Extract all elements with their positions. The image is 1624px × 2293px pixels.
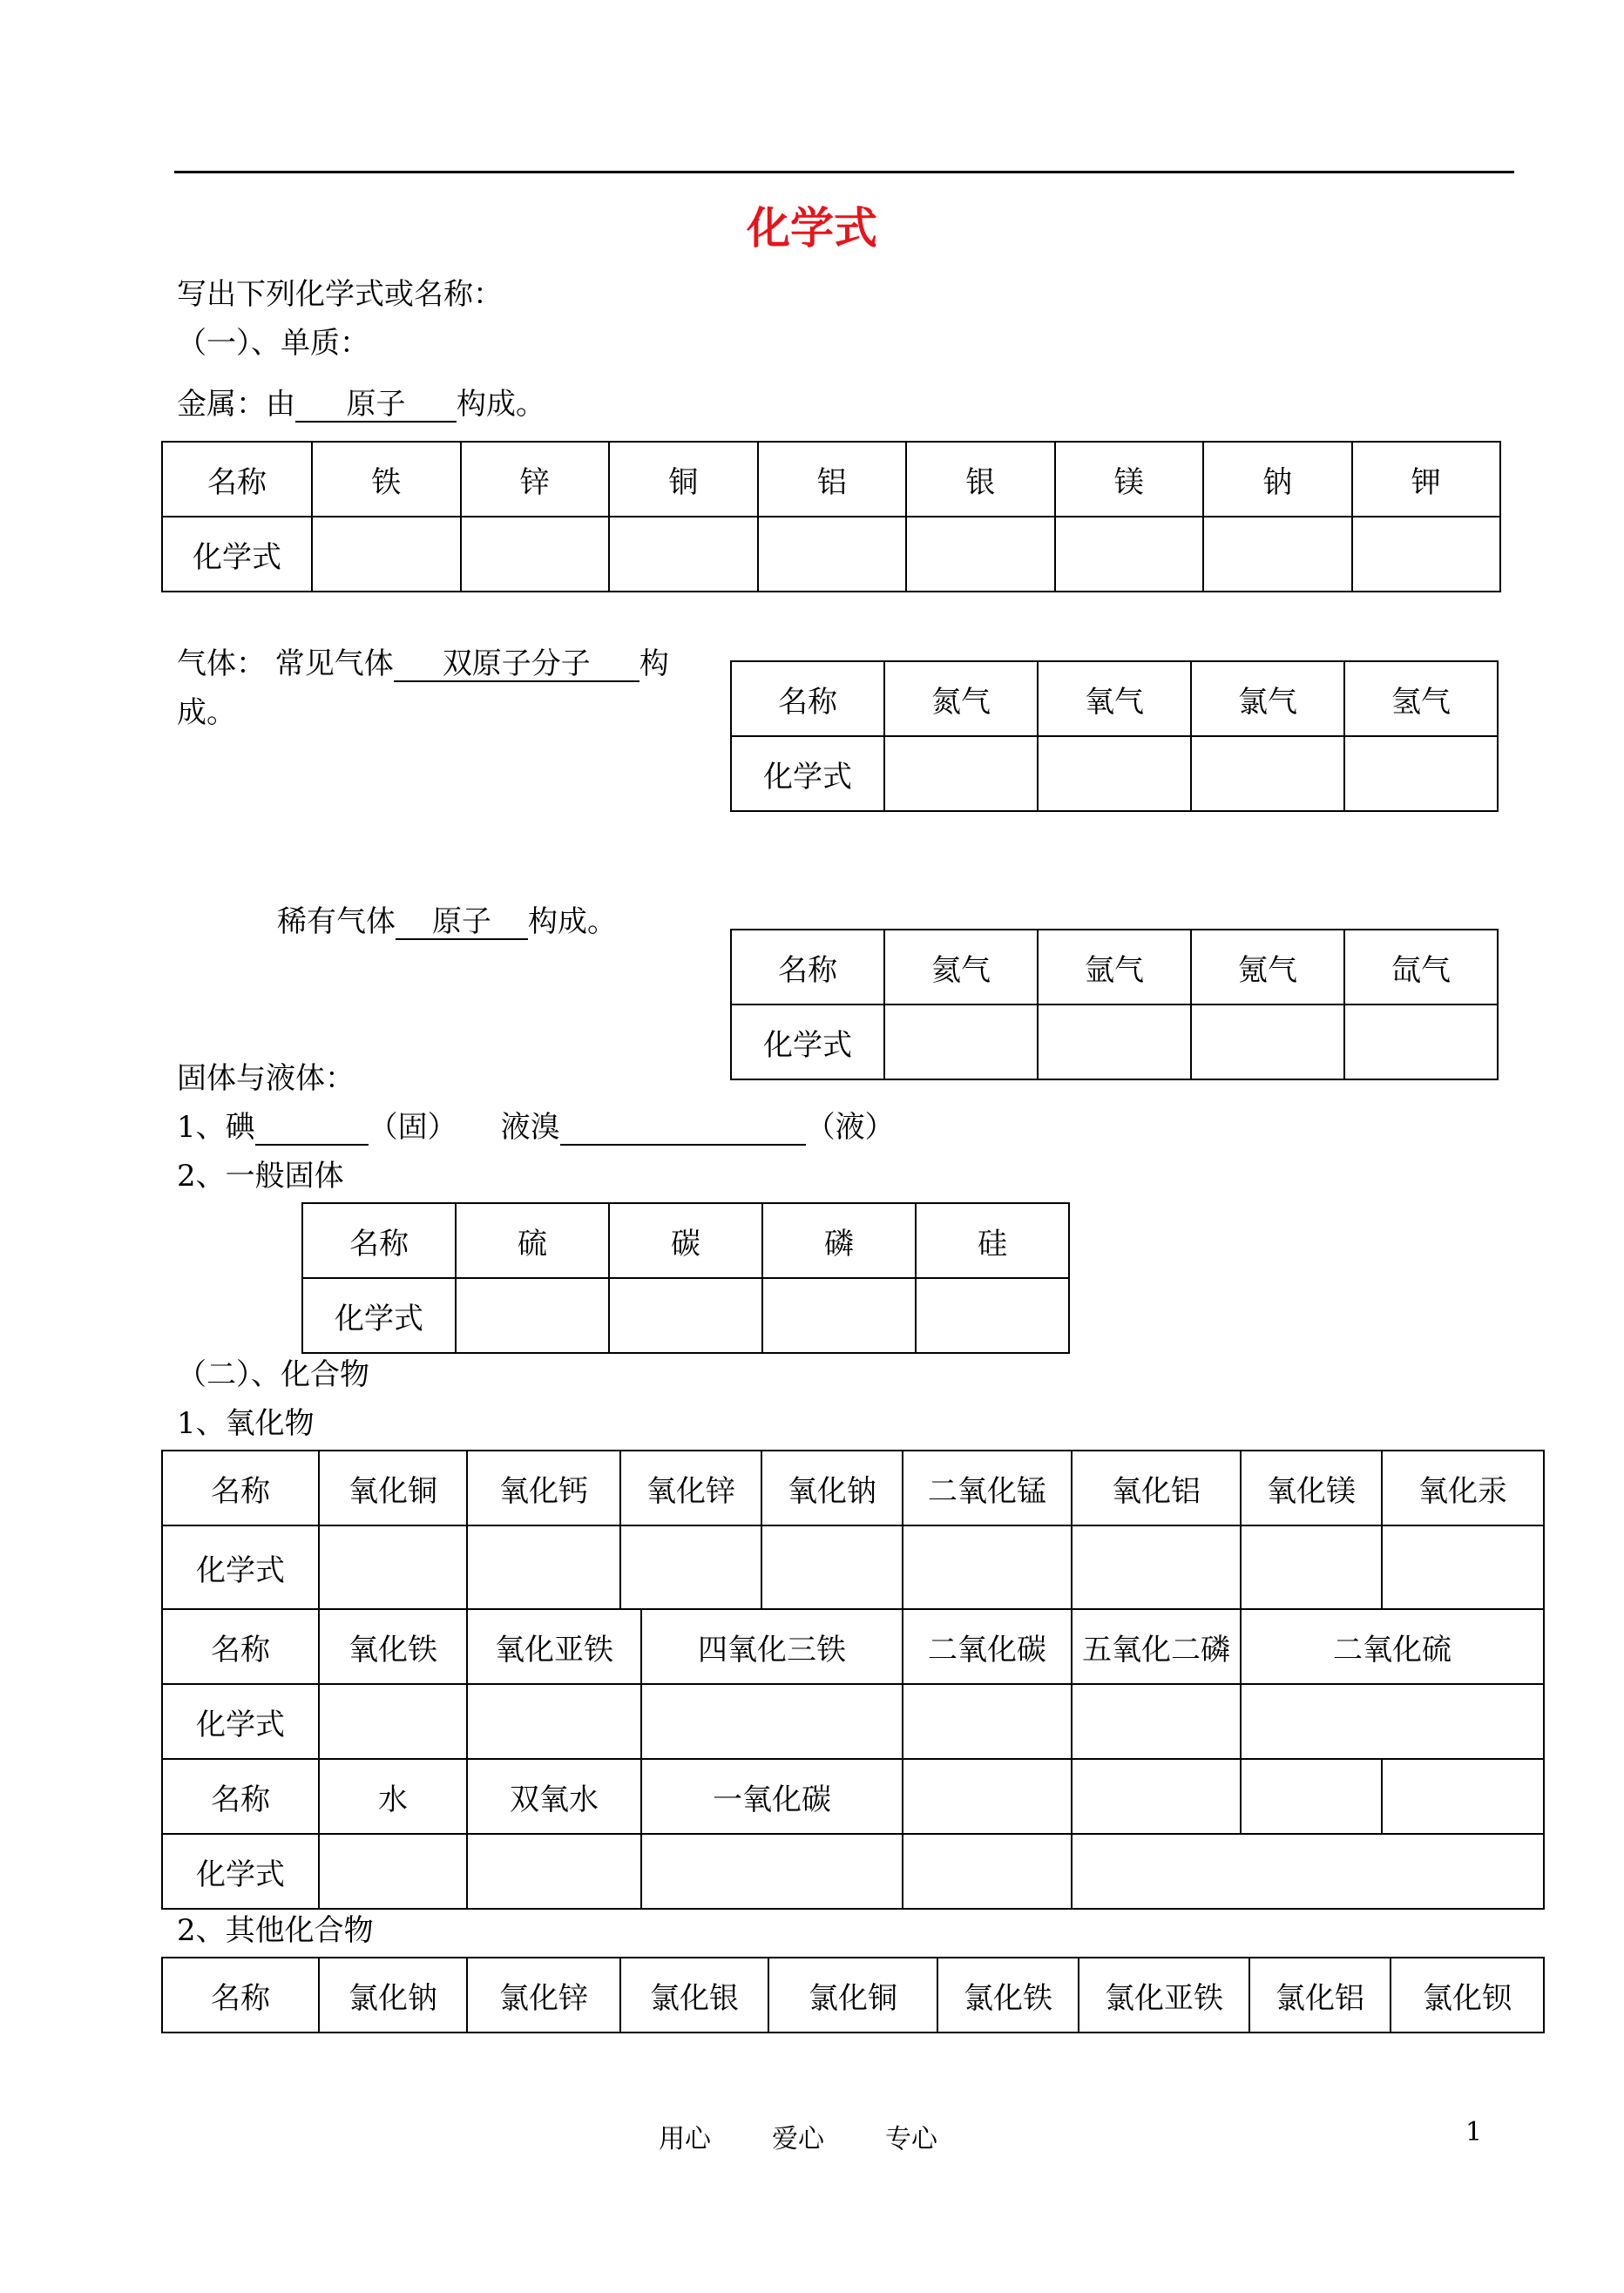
answer-cell[interactable] — [467, 1834, 641, 1909]
answer-cell[interactable] — [609, 1278, 762, 1353]
table-cell: 化学式 — [162, 517, 312, 592]
gas-blank: 双原子分子 — [394, 647, 639, 682]
answer-cell[interactable] — [1191, 736, 1344, 811]
answer-cell[interactable] — [1382, 1525, 1544, 1609]
answer-cell[interactable] — [761, 1525, 903, 1609]
table-cell: 氯化钠 — [319, 1958, 467, 2033]
answer-cell[interactable] — [758, 517, 907, 592]
answer-cell[interactable] — [1191, 1004, 1344, 1079]
table-cell: 氧化锌 — [620, 1451, 761, 1525]
table-cell: 名称 — [162, 442, 312, 517]
answer-cell[interactable] — [1072, 1684, 1241, 1759]
oxides-heading: 1、氧化物 — [177, 1406, 315, 1441]
table-cell: 化学式 — [162, 1525, 319, 1609]
table-cell: 氯化银 — [620, 1958, 768, 2033]
table-cell: 二氧化硫 — [1241, 1609, 1544, 1684]
answer-cell[interactable] — [1241, 1684, 1544, 1759]
table-cell: 化学式 — [302, 1278, 456, 1353]
noble-gas-table — [730, 929, 1499, 1080]
answer-cell[interactable] — [903, 1834, 1072, 1909]
table-cell: 氯气 — [1191, 661, 1344, 736]
answer-cell[interactable] — [609, 517, 758, 592]
table-cell: 双氧水 — [467, 1759, 641, 1834]
answer-cell[interactable] — [1241, 1759, 1382, 1834]
table-cell: 氦气 — [884, 930, 1038, 1004]
other-compounds-table — [161, 1957, 1545, 2033]
table-cell: 氧化亚铁 — [467, 1609, 641, 1684]
table-cell: 镁 — [1055, 442, 1204, 517]
table-cell: 银 — [906, 442, 1055, 517]
gas-table — [730, 660, 1499, 812]
metal-table — [161, 441, 1501, 592]
answer-cell[interactable] — [467, 1684, 641, 1759]
table-cell: 化学式 — [731, 736, 884, 811]
gas-line: 气体： 常见气体 双原子分子 构 — [177, 646, 669, 681]
table-cell: 硫 — [456, 1203, 609, 1278]
table-cell: 氢气 — [1344, 661, 1498, 736]
table-cell: 铝 — [758, 442, 907, 517]
table-cell: 名称 — [162, 1609, 319, 1684]
table-cell: 氩气 — [1038, 930, 1191, 1004]
intro-text: 写出下列化学式或名称： — [177, 277, 503, 312]
table-cell: 氧化钠 — [761, 1451, 903, 1525]
solid-liquid-heading: 固体与液体： — [177, 1061, 355, 1096]
table-cell: 名称 — [731, 661, 884, 736]
table-cell: 氧化镁 — [1241, 1451, 1382, 1525]
answer-cell[interactable] — [1072, 1759, 1241, 1834]
table-cell: 水 — [319, 1759, 467, 1834]
table-cell: 氯化钡 — [1391, 1958, 1544, 2033]
solid-table — [301, 1202, 1070, 1354]
answer-cell[interactable] — [906, 517, 1055, 592]
other-compounds-heading: 2、其他化合物 — [177, 1913, 374, 1948]
answer-cell[interactable] — [903, 1759, 1072, 1834]
answer-cell[interactable] — [1203, 517, 1352, 592]
table-cell: 二氧化锰 — [903, 1451, 1072, 1525]
noble-gas-line: 稀有气体 原子 构成。 — [277, 904, 617, 939]
table-cell: 氧化钙 — [467, 1451, 620, 1525]
table-cell: 二氧化碳 — [903, 1609, 1072, 1684]
section-heading-elements: （一）、单质： — [177, 326, 369, 361]
table-cell: 氯化铁 — [937, 1958, 1079, 2033]
answer-cell[interactable] — [319, 1525, 467, 1609]
table-cell: 一氧化碳 — [641, 1759, 903, 1834]
answer-cell[interactable] — [1382, 1759, 1544, 1834]
oxides-table — [161, 1450, 1545, 1910]
table-cell: 锌 — [461, 442, 610, 517]
table-cell: 钾 — [1352, 442, 1501, 517]
table-cell: 氯化铝 — [1249, 1958, 1391, 2033]
answer-cell[interactable] — [319, 1834, 467, 1909]
table-cell: 氯化锌 — [467, 1958, 620, 2033]
bromine-blank[interactable] — [560, 1111, 806, 1146]
footer-text-3: 专心 — [885, 2124, 937, 2154]
answer-cell[interactable] — [884, 736, 1038, 811]
answer-cell[interactable] — [916, 1278, 1069, 1353]
answer-cell[interactable] — [1038, 1004, 1191, 1079]
answer-cell[interactable] — [467, 1525, 620, 1609]
answer-cell[interactable] — [312, 517, 461, 592]
table-cell: 名称 — [302, 1203, 456, 1278]
table-cell: 四氧化三铁 — [641, 1609, 903, 1684]
footer-text-2: 爱心 — [772, 2124, 824, 2154]
table-cell: 氯化亚铁 — [1079, 1958, 1249, 2033]
answer-cell[interactable] — [1038, 736, 1191, 811]
table-cell: 氧化铁 — [319, 1609, 467, 1684]
answer-cell[interactable] — [1241, 1525, 1382, 1609]
table-cell: 氯化铜 — [768, 1958, 937, 2033]
answer-cell[interactable] — [1072, 1525, 1241, 1609]
footer-text-1: 用心 — [659, 2124, 711, 2154]
table-cell: 名称 — [162, 1958, 319, 2033]
answer-cell[interactable] — [1055, 517, 1204, 592]
table-cell: 硅 — [916, 1203, 1069, 1278]
table-cell: 磷 — [762, 1203, 916, 1278]
answer-cell[interactable] — [1072, 1834, 1544, 1909]
table-cell: 化学式 — [731, 1004, 884, 1079]
table-cell: 氧化铜 — [319, 1451, 467, 1525]
answer-cell[interactable] — [461, 517, 610, 592]
iodine-blank[interactable] — [255, 1111, 369, 1146]
noble-blank: 原子 — [396, 905, 528, 940]
table-cell: 氧化铝 — [1072, 1451, 1241, 1525]
table-cell: 氮气 — [884, 661, 1038, 736]
table-cell: 氙气 — [1344, 930, 1498, 1004]
answer-cell[interactable] — [1344, 736, 1498, 811]
answer-cell[interactable] — [641, 1834, 903, 1909]
table-cell: 铜 — [609, 442, 758, 517]
section-heading-compounds: （二）、化合物 — [177, 1357, 369, 1392]
table-cell: 化学式 — [162, 1834, 319, 1909]
table-cell: 五氧化二磷 — [1072, 1609, 1241, 1684]
answer-cell[interactable] — [1344, 1004, 1498, 1079]
answer-cell[interactable] — [884, 1004, 1038, 1079]
answer-cell[interactable] — [1352, 517, 1501, 592]
table-cell: 氧化汞 — [1382, 1451, 1544, 1525]
gas-line-2: 成。 — [177, 695, 236, 730]
table-cell: 碳 — [609, 1203, 762, 1278]
answer-cell[interactable] — [641, 1684, 903, 1759]
answer-cell[interactable] — [903, 1525, 1072, 1609]
page-number: 1 — [1465, 2117, 1483, 2148]
answer-cell[interactable] — [319, 1684, 467, 1759]
table-cell: 钠 — [1203, 442, 1352, 517]
metal-blank: 原子 — [295, 388, 457, 423]
table-cell: 铁 — [312, 442, 461, 517]
table-cell: 名称 — [731, 930, 884, 1004]
answer-cell[interactable] — [620, 1525, 761, 1609]
general-solid-heading: 2、一般固体 — [177, 1159, 344, 1194]
page-title: 化学式 — [747, 203, 877, 254]
header-rule — [174, 171, 1514, 173]
metal-line: 金属：由 原子 构成。 — [177, 387, 545, 422]
iodine-bromine-line: 1、碘 （固） 液溴 （液） — [177, 1110, 895, 1145]
answer-cell[interactable] — [762, 1278, 916, 1353]
table-cell: 化学式 — [162, 1684, 319, 1759]
table-cell: 氧气 — [1038, 661, 1191, 736]
table-cell: 名称 — [162, 1451, 319, 1525]
table-cell: 氪气 — [1191, 930, 1344, 1004]
answer-cell[interactable] — [456, 1278, 609, 1353]
table-cell: 名称 — [162, 1759, 319, 1834]
answer-cell[interactable] — [903, 1684, 1072, 1759]
